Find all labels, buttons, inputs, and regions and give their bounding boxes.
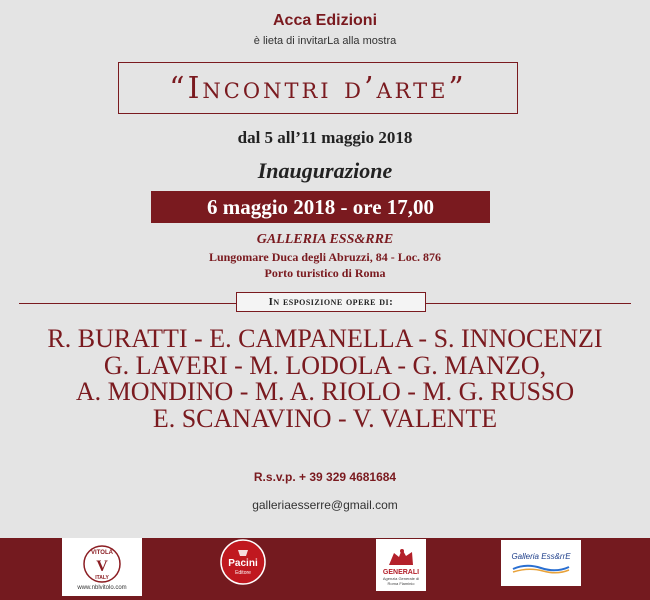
inauguration-date-bar: 6 maggio 2018 - ore 17,00: [151, 191, 490, 223]
vitola-letter: V: [96, 558, 108, 575]
vitola-emblem-icon: [82, 543, 122, 585]
lion-icon: [386, 545, 416, 569]
venue-name: GALLERIA ESS&RRE: [256, 232, 394, 247]
generali-sub: Agenzia Generale di Roma Flaminio: [382, 575, 420, 586]
pacini-badge-icon: [220, 539, 266, 585]
artist-line: E. SCANAVINO - V. VALENTE: [152, 403, 498, 433]
vitola-url: www.nblvitolo.com: [77, 585, 127, 591]
vitola-bottom-text: ITALY: [95, 575, 109, 581]
artist-list: [0, 326, 650, 432]
esserre-name: Galleria Ess&rrE: [511, 551, 571, 561]
generali-logo: [376, 539, 426, 591]
vitola-top-text: VITOLA: [91, 550, 113, 556]
publisher-name: Acca Edizioni: [272, 12, 378, 29]
pacini-sub: Editore: [235, 570, 251, 576]
inauguration-label: Inaugurazione: [257, 158, 393, 183]
exhibition-title: “Incontri d’arte”: [169, 70, 467, 106]
pacini-logo: [220, 539, 266, 585]
invite-text: è lieta di invitarLa alla mostra: [253, 35, 397, 47]
wave-icon: [511, 561, 571, 575]
exhibition-label: In esposizione opere di:: [236, 292, 426, 312]
vitola-logo: [62, 538, 142, 596]
exhibition-title-box: [118, 62, 518, 114]
contact-email[interactable]: galleriaesserre@gmail.com: [252, 498, 398, 512]
artist-line: A. MONDINO - M. A. RIOLO - M. G. RUSSO: [75, 377, 575, 406]
artist-line: G. LAVERI - M. LODOLA - G. MANZO,: [103, 350, 547, 380]
esserre-logo: [501, 540, 581, 586]
exhibition-dates: dal 5 all’11 maggio 2018: [237, 128, 413, 147]
artist-line: R. BURATTI - E. CAMPANELLA - S. INNOCENZI: [47, 324, 603, 353]
rsvp-phone: R.s.v.p. + 39 329 4681684: [253, 470, 397, 484]
pacini-name: Pacini: [228, 558, 258, 569]
venue-address-line2: Porto turistico di Roma: [264, 266, 386, 280]
venue-address-line1: Lungomare Duca degli Abruzzi, 84 - Loc. 876: [208, 250, 442, 264]
generali-name: GENERALI: [382, 568, 420, 576]
